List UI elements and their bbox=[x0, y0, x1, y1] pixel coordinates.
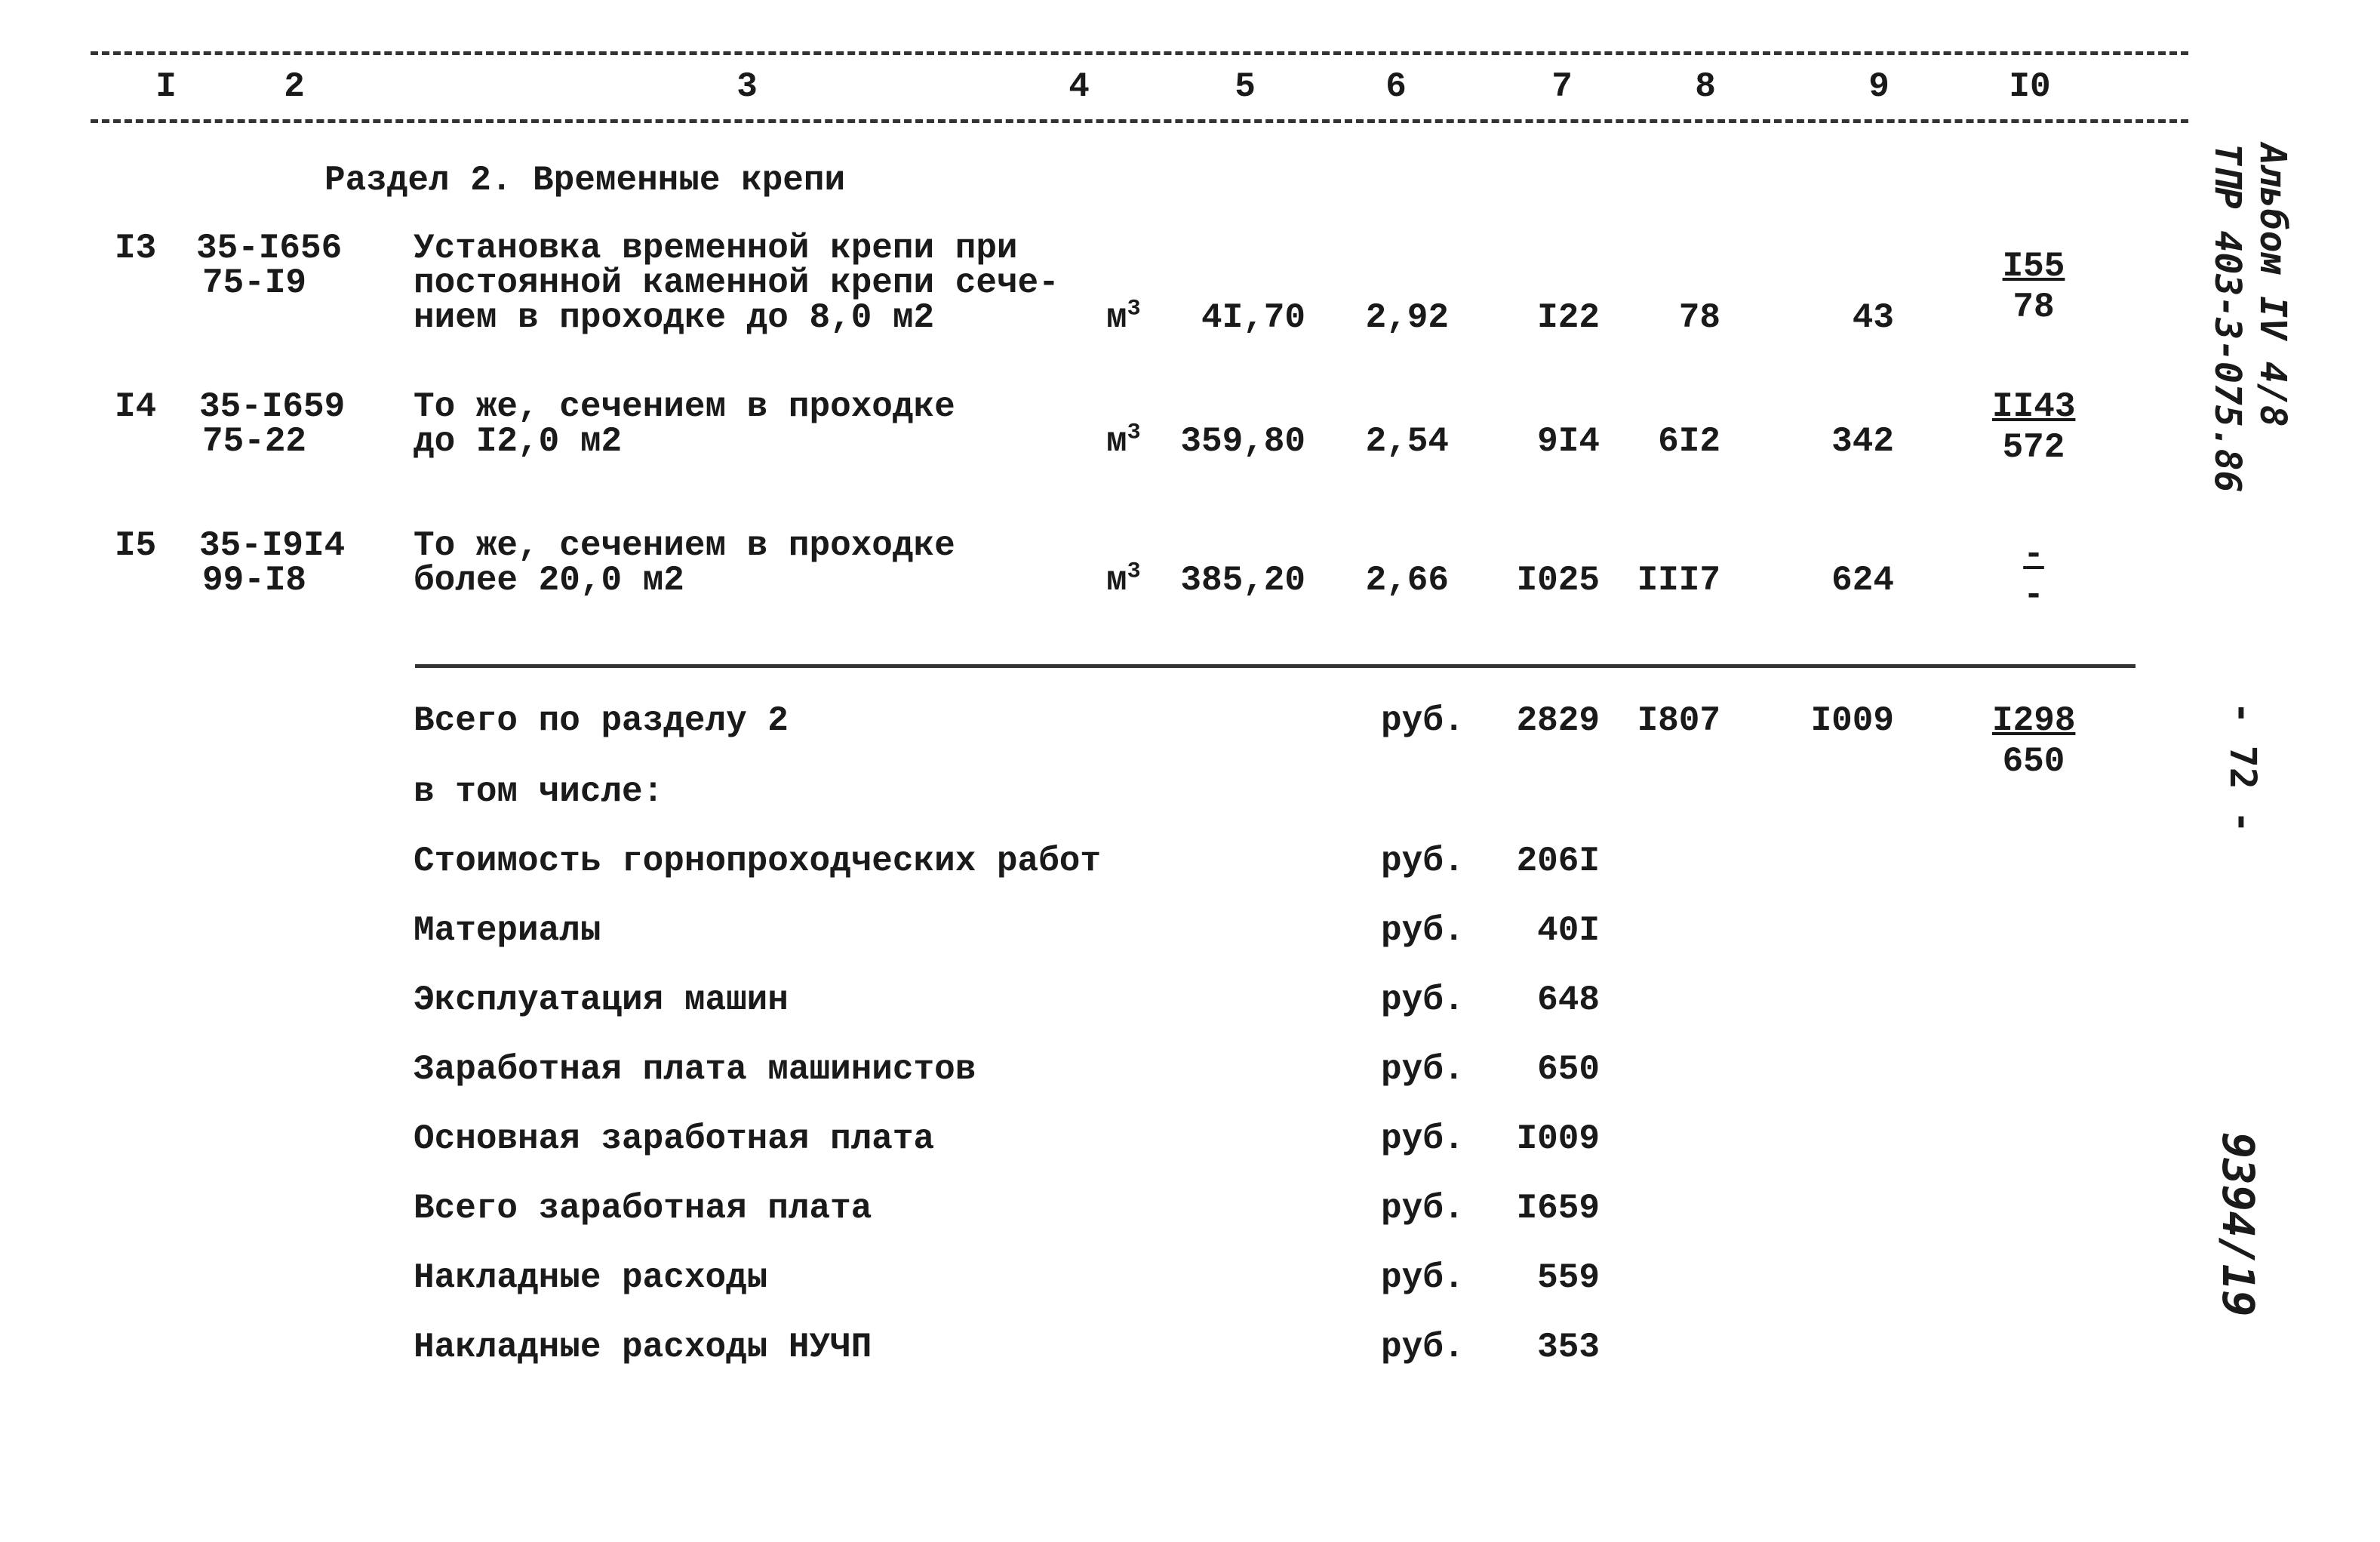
side-document-code: ТПР 403-3-075.86 bbox=[2206, 143, 2249, 493]
fraction-numerator: I298 bbox=[1992, 701, 2076, 740]
breakdown-value: 648 bbox=[1537, 980, 1600, 1020]
breakdown-unit: руб. bbox=[1381, 1119, 1465, 1159]
row-number: I5 bbox=[115, 526, 157, 565]
row-col10-fraction bbox=[1992, 537, 2075, 613]
row-unit: $м^3$ bbox=[1106, 559, 1141, 600]
breakdown-label: Эксплуатация машин bbox=[414, 980, 789, 1020]
row-quantity: 359,80 bbox=[1180, 422, 1305, 461]
breakdown-unit: руб. bbox=[1381, 911, 1465, 950]
fraction-denominator: 572 bbox=[2002, 428, 2065, 467]
row-col7: I025 bbox=[1516, 561, 1600, 600]
breakdown-value: 40I bbox=[1537, 911, 1600, 950]
col-header-7: 7 bbox=[1551, 67, 1573, 106]
total-label: Всего по разделу 2 bbox=[414, 701, 789, 740]
breakdown-value: 353 bbox=[1537, 1328, 1600, 1367]
row-description-line: до I2,0 м2 bbox=[414, 422, 623, 461]
row-code-secondary: 99-I8 bbox=[202, 561, 307, 600]
including-label: в том числе: bbox=[414, 772, 664, 811]
breakdown-label: Всего заработная плата bbox=[414, 1189, 872, 1228]
fraction-numerator: II43 bbox=[1992, 387, 2076, 426]
row-description-line: более 20,0 м2 bbox=[414, 561, 684, 600]
fraction-numerator: - bbox=[2023, 535, 2044, 574]
col-header-1: I bbox=[155, 67, 177, 106]
row-code-secondary: 75-I9 bbox=[202, 263, 307, 303]
col-header-3: 3 bbox=[736, 67, 758, 106]
total-col7: 2829 bbox=[1516, 701, 1600, 740]
total-col10-fraction bbox=[1992, 703, 2075, 779]
breakdown-unit: руб. bbox=[1381, 980, 1465, 1020]
fraction-denominator: 650 bbox=[2002, 742, 2065, 781]
row-col7: I22 bbox=[1537, 298, 1600, 337]
col-header-2: 2 bbox=[284, 67, 305, 106]
row-col9: 624 bbox=[1831, 561, 1894, 600]
side-page-number: - 72 - bbox=[2222, 702, 2264, 833]
row-col9: 43 bbox=[1852, 298, 1894, 337]
breakdown-value: 559 bbox=[1537, 1258, 1600, 1297]
row-col8: 78 bbox=[1678, 298, 1720, 337]
row-code-secondary: 75-22 bbox=[202, 422, 307, 461]
row-quantity: 4I,70 bbox=[1201, 298, 1305, 337]
breakdown-label: Накладные расходы bbox=[414, 1258, 768, 1297]
row-col10-fraction bbox=[1992, 249, 2075, 325]
row-quantity: 385,20 bbox=[1180, 561, 1305, 600]
fraction-numerator: I55 bbox=[2002, 247, 2065, 286]
row-unit-price: 2,92 bbox=[1365, 298, 1449, 337]
row-code-primary: 35-I9I4 bbox=[199, 526, 346, 565]
row-description-line: То же, сечением в проходке bbox=[414, 387, 955, 426]
row-col10-fraction bbox=[1992, 389, 2075, 465]
row-code-primary: 35-I656 bbox=[196, 229, 343, 268]
total-col9: I009 bbox=[1810, 701, 1894, 740]
col-header-4: 4 bbox=[1069, 67, 1090, 106]
row-col7: 9I4 bbox=[1537, 422, 1600, 461]
total-unit: руб. bbox=[1381, 701, 1465, 740]
row-unit: $м^3$ bbox=[1106, 420, 1141, 461]
row-code-primary: 35-I659 bbox=[199, 387, 346, 426]
row-col9: 342 bbox=[1831, 422, 1894, 461]
breakdown-unit: руб. bbox=[1381, 1328, 1465, 1367]
row-description-line: постоянной каменной крепи сече- bbox=[414, 263, 1059, 303]
col-header-10: I0 bbox=[2009, 67, 2051, 106]
header-top-rule bbox=[91, 51, 2188, 55]
breakdown-unit: руб. bbox=[1381, 1050, 1465, 1089]
side-album-label: Альбом IV 4/8 bbox=[2252, 143, 2294, 427]
breakdown-unit: руб. bbox=[1381, 1189, 1465, 1228]
row-description-line: нием в проходке до 8,0 м2 bbox=[414, 298, 935, 337]
fraction-denominator: - bbox=[2023, 576, 2044, 615]
row-col8: III7 bbox=[1637, 561, 1720, 600]
row-unit-price: 2,54 bbox=[1365, 422, 1449, 461]
breakdown-value: I659 bbox=[1516, 1189, 1600, 1228]
row-unit-price: 2,66 bbox=[1365, 561, 1449, 600]
row-description-line: То же, сечением в проходке bbox=[414, 526, 955, 565]
breakdown-value: 206I bbox=[1516, 842, 1600, 881]
row-description-line: Установка временной крепи при bbox=[414, 229, 1018, 268]
section-separator bbox=[415, 664, 2136, 668]
breakdown-label: Накладные расходы НУЧП bbox=[414, 1328, 872, 1367]
col-header-5: 5 bbox=[1235, 67, 1256, 106]
breakdown-label: Стоимость горнопроходческих работ bbox=[414, 842, 1101, 881]
breakdown-value: I009 bbox=[1516, 1119, 1600, 1159]
breakdown-unit: руб. bbox=[1381, 1258, 1465, 1297]
row-unit: $м^3$ bbox=[1106, 296, 1141, 337]
breakdown-label: Материалы bbox=[414, 911, 601, 950]
row-number: I3 bbox=[115, 229, 157, 268]
row-col8: 6I2 bbox=[1658, 422, 1720, 461]
breakdown-value: 650 bbox=[1537, 1050, 1600, 1089]
col-header-6: 6 bbox=[1385, 67, 1407, 106]
section-title: Раздел 2. Временные крепи bbox=[324, 161, 846, 200]
row-number: I4 bbox=[115, 387, 157, 426]
breakdown-unit: руб. bbox=[1381, 842, 1465, 881]
col-header-9: 9 bbox=[1868, 67, 1890, 106]
col-header-8: 8 bbox=[1695, 67, 1716, 106]
total-col8: I807 bbox=[1637, 701, 1720, 740]
fraction-denominator: 78 bbox=[2013, 288, 2055, 327]
header-bottom-rule bbox=[91, 119, 2188, 123]
breakdown-label: Основная заработная плата bbox=[414, 1119, 935, 1159]
breakdown-label: Заработная плата машинистов bbox=[414, 1050, 976, 1089]
side-sheet-number: 9394/19 bbox=[2212, 1132, 2264, 1317]
